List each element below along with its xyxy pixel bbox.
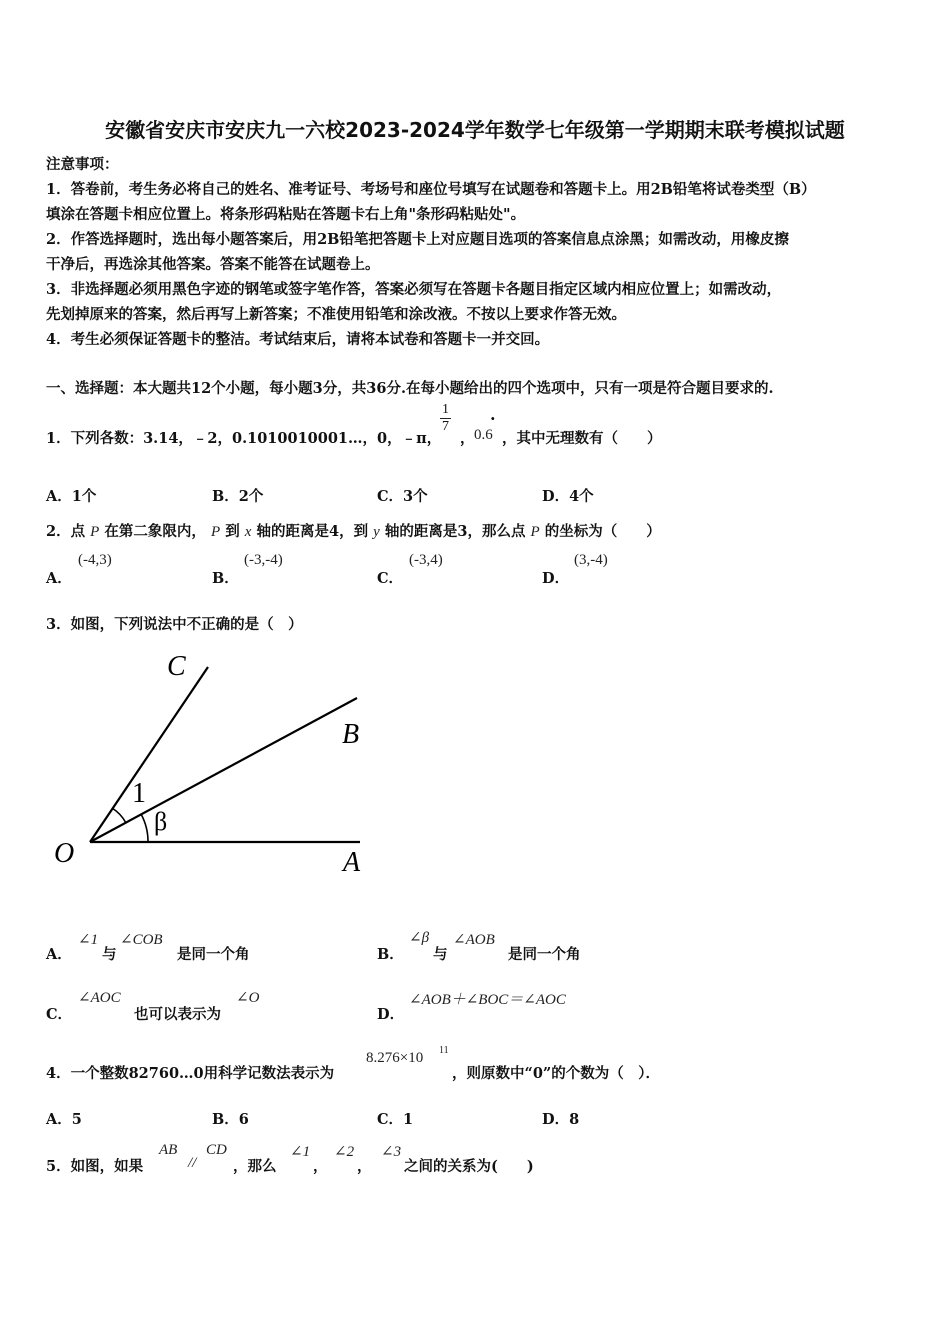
q5-angle-3: ∠3 [381, 1144, 402, 1160]
page-title: 安徽省安庆市安庆九一六校2023-2024学年数学七年级第一学期期末联考模拟试题 [105, 118, 845, 142]
label-c: C [167, 651, 186, 682]
q3-b-math1: ∠β [409, 930, 430, 946]
q1-sep: ， [460, 430, 475, 447]
q5-angle-2: ∠2 [334, 1144, 355, 1160]
q2-option-c-value: (-3,4) [409, 552, 443, 568]
q3-b-math2: ∠AOB [453, 932, 495, 948]
q1-text-a: 1．下列各数：3.14，﹣2，0.1010010001…，0，﹣π， [46, 430, 442, 447]
q4-option-b: B．6 [212, 1111, 249, 1128]
q1-option-b: B．2个 [212, 488, 264, 505]
q2-var-y: y [373, 524, 380, 540]
q2-t2: 在第二象限内， [104, 523, 206, 540]
q1-decimal: 0.6 [474, 427, 493, 443]
q5-ab: AB [159, 1142, 178, 1158]
question-5-stem-a: 5．如图，如果 [46, 1158, 144, 1175]
q3-option-a-label: A． [46, 946, 72, 963]
question-5-stem-b: 之间的关系为( ) [404, 1158, 534, 1175]
q4-exponent: 11 [439, 1045, 449, 1056]
q5-comma-1: ， [313, 1158, 328, 1175]
question-3-stem: 3．如图，下列说法中不正确的是（ ） [46, 616, 303, 633]
q3-c-math1: ∠AOC [78, 990, 121, 1006]
q2-t4: 轴的距离是4，到 [256, 523, 369, 540]
q4-option-a: A．5 [46, 1111, 82, 1128]
arc-one [112, 808, 126, 823]
q3-option-c-label: C． [46, 1006, 73, 1023]
notice-line: 填涂在答题卡相应位置上。将条形码粘贴在答题卡右上角"条形码粘贴处"。 [46, 206, 526, 223]
q5-cd: CD [206, 1142, 227, 1158]
q1-fraction [440, 402, 451, 435]
label-o: O [54, 838, 75, 869]
q3-angle-figure [40, 640, 380, 890]
q1-repeating-dot: · [490, 409, 496, 428]
q1-text-b: ，其中无理数有（ ） [502, 430, 662, 447]
q3-c-math2: ∠O [236, 990, 260, 1006]
q2-t5: 轴的距离是3，那么点 [384, 523, 526, 540]
q1-option-d: D．4个 [542, 488, 594, 505]
q2-option-d-value: (3,-4) [574, 552, 608, 568]
notice-line: 3．非选择题必须用黑色字迹的钢笔或签字笔作答，答案必须写在答题卡各题目指定区域内相应位置上；如需改动， [46, 281, 782, 298]
ray-oc [90, 667, 208, 842]
q2-var-p: P [530, 524, 540, 540]
question-4-stem-b: ，则原数中“0”的个数为（ ）． [452, 1065, 661, 1082]
q4-scientific-base: 8.276×10 [366, 1050, 424, 1066]
section-header: 一、选择题：本大题共12个小题，每小题3分，共36分.在每小题给出的四个选项中，只有一项是符合题目要求的. [46, 380, 774, 397]
question-4-stem-a: 4．一个整数82760…0用科学记数法表示为 [46, 1065, 335, 1082]
notice-heading: 注意事项： [46, 156, 119, 173]
q2-option-a-value: (-4,3) [78, 552, 112, 568]
label-beta: β [154, 807, 168, 836]
q3-d-math1: ∠AOB＋∠BOC＝∠AOC [409, 992, 566, 1008]
q2-t1: 2．点 [46, 523, 86, 540]
arc-beta [141, 814, 148, 842]
q2-option-c-label: C． [377, 570, 404, 587]
label-b: B [342, 719, 360, 750]
q5-angle-1: ∠1 [290, 1144, 311, 1160]
q3-b-text2: 是同一个角 [508, 946, 581, 963]
notice-line: 1．答卷前，考生务必将自己的姓名、准考证号、考场号和座位号填写在试题卷和答题卡上。用2B铅笔将试卷类型（B） [46, 181, 816, 198]
q3-c-text1: 也可以表示为 [134, 1006, 221, 1023]
q1-frac-den: 7 [442, 419, 449, 434]
notice-line: 2．作答选择题时，选出每小题答案后，用2B铅笔把答题卡上对应题目选项的答案信息点涂黑；如需改动，用橡皮擦 [46, 231, 789, 248]
notice-line: 干净后，再选涂其他答案。答案不能答在试题卷上。 [46, 256, 380, 273]
q2-var-x: x [244, 524, 252, 540]
label-angle-1: 1 [132, 778, 146, 809]
q3-option-b-label: B． [377, 946, 404, 963]
q3-a-text1: 与 [102, 946, 117, 963]
q1-option-a: A．1个 [46, 488, 97, 505]
q3-option-d-label: D． [377, 1006, 405, 1023]
q3-a-math2: ∠COB [120, 932, 163, 948]
q2-t3: 到 [225, 523, 240, 540]
q4-option-c: C．1 [377, 1111, 414, 1128]
q2-option-a-label: A． [46, 570, 72, 587]
q2-var-p: P [210, 524, 221, 540]
q4-option-d: D．8 [542, 1111, 580, 1128]
q2-var-p: P [90, 524, 100, 540]
q5-parallel: // [188, 1155, 197, 1171]
question-1-stem [46, 427, 441, 448]
q3-a-text2: 是同一个角 [177, 946, 250, 963]
q5-comma-2: ， [357, 1158, 372, 1175]
question-2-stem [46, 520, 661, 541]
q1-option-c: C．3个 [377, 488, 428, 505]
q5-text-then: ，那么 [233, 1158, 277, 1175]
ray-ob [90, 698, 360, 842]
q3-a-math1: ∠1 [78, 932, 99, 948]
q2-option-b-label: B． [212, 570, 239, 587]
label-a: A [343, 847, 361, 878]
q2-option-b-value: (-3,-4) [244, 552, 283, 568]
q1-frac-num: 1 [442, 402, 449, 417]
notice-line: 4．考生必须保证答题卡的整洁。考试结束后，请将本试卷和答题卡一并交回。 [46, 331, 550, 348]
q2-t6: 的坐标为（ ） [544, 523, 661, 540]
q3-b-text1: 与 [433, 946, 448, 963]
q2-option-d-label: D． [542, 570, 570, 587]
notice-line: 先划掉原来的答案，然后再写上新答案；不准使用铅笔和涂改液。不按以上要求作答无效。 [46, 306, 626, 323]
